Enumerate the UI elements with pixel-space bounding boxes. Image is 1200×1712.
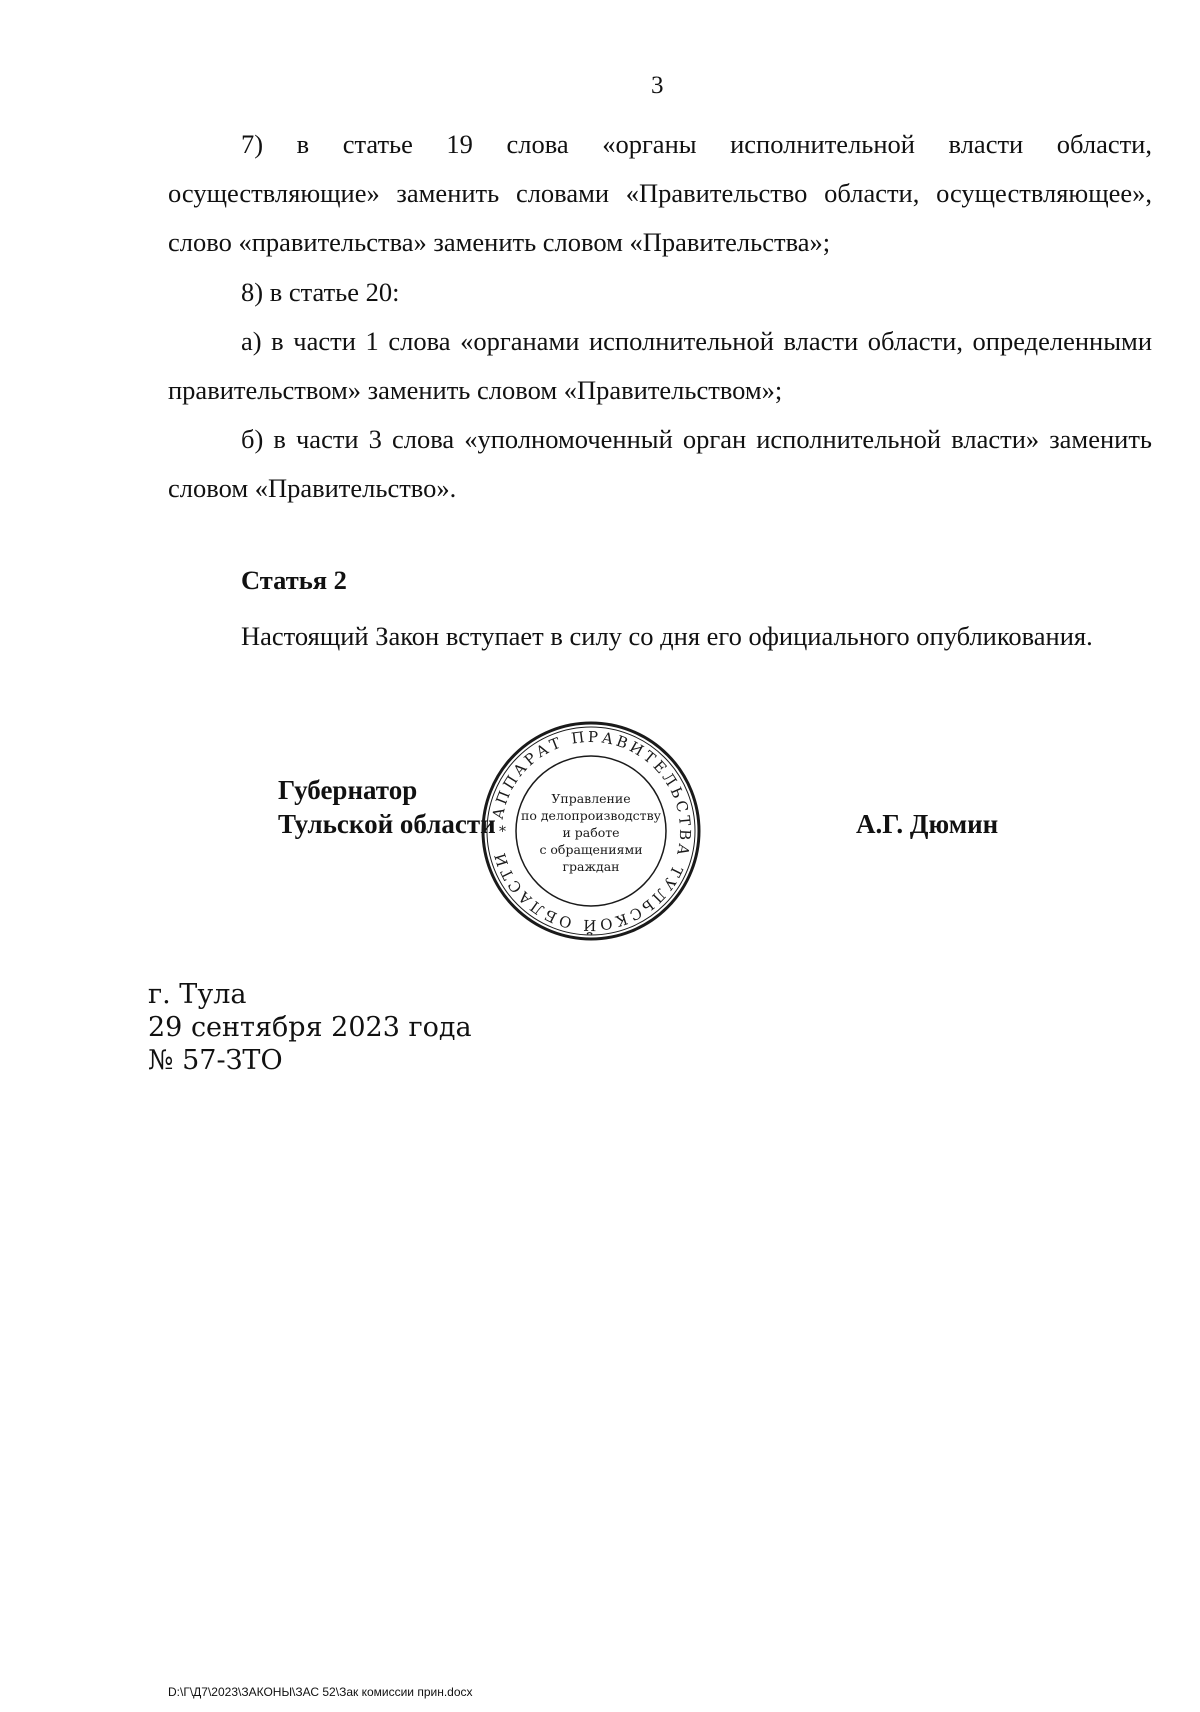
signer-position-line1: Губернатор <box>278 775 418 805</box>
seal-inner-line-3: и работе <box>562 825 620 840</box>
seal-inner-line-4: с обращениями <box>539 842 643 857</box>
paragraph-item-8: 8) в статье 20: <box>241 277 400 307</box>
official-seal <box>479 720 704 942</box>
paragraph-subitem-a: а) в части 1 слова «органами исполнительной власти области, определенными правительством» заменить словом «Правительством»; <box>168 326 1152 405</box>
seal-inner-line-2: по делопроизводству <box>521 808 661 823</box>
seal-star: * <box>499 824 506 840</box>
page-number: 3 <box>651 72 664 99</box>
footer-file-path: D:\Г\Д7\2023\ЗАКОНЫ\ЗАС 52\Зак комиссии прин.docx <box>168 1685 473 1699</box>
signing-date: 29 сентября 2023 года <box>148 1012 472 1043</box>
seal-inner-line-1: Управление <box>551 791 631 806</box>
seal-inner-line-5: граждан <box>562 859 620 874</box>
paragraph-subitem-b: б) в части 3 слова «уполномоченный орган исполнительной власти» заменить словом «Правительство». <box>168 424 1152 503</box>
place-date-block <box>148 978 472 1077</box>
signer-position-line2: Тульской области <box>278 809 496 839</box>
article-heading: Статья 2 <box>241 565 347 595</box>
law-number: № 57-ЗТО <box>148 1045 283 1076</box>
signer-name: А.Г. Дюмин <box>856 809 999 839</box>
seal-outer-text: АППАРАТ ПРАВИТЕЛЬСТВА ТУЛЬСКОЙ ОБЛАСТИ <box>488 727 695 935</box>
article-text: Настоящий Закон вступает в силу со дня его официального опубликования. <box>241 621 1093 651</box>
paragraph-item-7: 7) в статье 19 слова «органы исполнительной власти области, осуществляющие» заменить словами «Правительство области, осуществляющее», слово «правительства» заменить словом «Правительства»; <box>168 129 1152 257</box>
signer-position <box>278 773 496 841</box>
place-city: г. Тула <box>148 979 247 1010</box>
